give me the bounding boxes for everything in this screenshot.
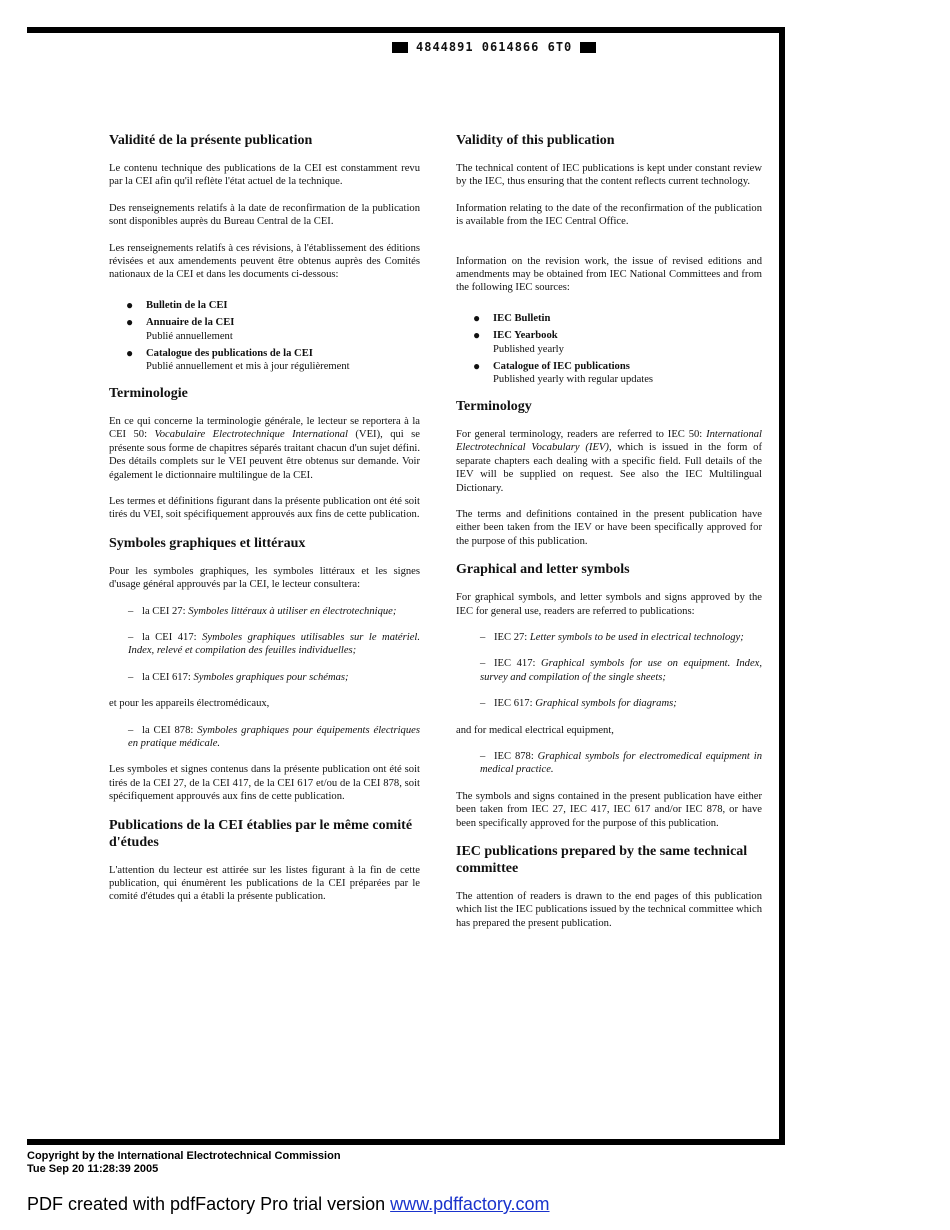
french-column: [109, 132, 420, 917]
scan-border-right: [779, 27, 785, 1145]
paragraph: Des renseignements relatifs à la date de reconfirmation de la publication sont disponibles auprès du Bureau Central de la CEI.: [109, 202, 420, 228]
list-item: ● Catalogue des publications de la CEI Publié annuellement et mis à jour régulièrement: [126, 346, 350, 373]
bullet-icon: ●: [126, 315, 134, 330]
dash-item: – la CEI 617: Symboles graphiques pour schémas;: [128, 671, 349, 683]
scan-border-bottom: [27, 1139, 785, 1145]
barcode-block-left: [392, 42, 408, 53]
heading-validity-en: Validity of this publication: [456, 133, 615, 148]
sources-list-en: [456, 312, 762, 387]
pdf-trial-notice: [27, 1194, 550, 1215]
list-item: ● Bulletin de la CEI: [126, 297, 228, 312]
dash-item: – IEC 617: Graphical symbols for diagrams;: [480, 698, 677, 710]
paragraph: and for medical electrical equipment,: [456, 724, 614, 736]
barcode-number: 4844891 0614866 6T0: [416, 40, 573, 54]
dash-item: – IEC 878: Graphical symbols for electromedical equipment in medical practice.: [480, 750, 762, 776]
timestamp-line: Tue Sep 20 11:28:39 2005: [27, 1163, 159, 1175]
barcode-block-right: [580, 42, 596, 53]
paragraph: The attention of readers is drawn to the end pages of this publication which list the IEC publications issued by the technical committee which has prepared the present publication.: [456, 891, 762, 929]
paragraph: The technical content of IEC publications is kept under constant review by the IEC, thus ensuring that the content reflects current technology.: [456, 163, 762, 188]
paragraph: L'attention du lecteur est attirée sur les listes figurant à la fin de cette publication, qui énumèrent les publications de la CEI préparées par le comité d'études qui a établi la présente publication.: [109, 864, 420, 903]
paragraph: Information relating to the date of the reconfirmation of the publication is available from the IEC Central Office.: [456, 202, 762, 228]
paragraph: Information on the revision work, the issue of revised editions and amendments may be obtained from IEC National Committees and from the following IEC sources:: [456, 255, 762, 294]
heading-symbols-en: Graphical and letter symbols: [456, 562, 630, 578]
paragraph: Les termes et définitions figurant dans la présente publication ont été soit tirés du VEI, soit spécifiquement approuvés aux fins de cette publication.: [109, 495, 420, 521]
paragraph: Le contenu technique des publications de la CEI est constamment revu par la CEI afin qu'il reflète l'état actuel de la technique.: [109, 163, 420, 188]
heading-publications-en: IEC publications prepared by the same technical committee: [456, 844, 748, 876]
paragraph: The terms and definitions contained in the present publication have either been taken from the IEV or have been specifically approved for the purpose of this publication.: [456, 508, 762, 547]
list-item: ● Annuaire de la CEI Publié annuellement: [126, 315, 235, 342]
pdf-notice-text: PDF created with pdfFactory Pro trial version: [27, 1194, 391, 1214]
bullet-icon: ●: [473, 328, 481, 343]
heading-terminology-en: Terminology: [456, 398, 532, 414]
bullet-icon: ●: [473, 310, 481, 325]
list-item: ● IEC Yearbook Published yearly: [473, 328, 564, 355]
copyright-line: Copyright by the International Electrotechnical Commission: [27, 1150, 341, 1162]
paragraph: For general terminology, readers are referred to IEC 50: International Electrotechnical Vocabulary (IEV), which is issued in the form of separate chapters each dealing with a specific field. Full details of the IEV will be supplied on request. See also the IEC Multilingual Dictionary.: [456, 428, 763, 494]
bullet-icon: ●: [473, 359, 481, 374]
heading-validity-fr: Validité de la présente publication: [109, 133, 313, 148]
scan-border-top: [27, 27, 785, 33]
paragraph: et pour les appareils électromédicaux,: [109, 698, 270, 710]
paragraph: The symbols and signs contained in the present publication have either been taken from IEC 27, IEC 417, IEC 617 and/or IEC 878, or have been specifically approved for the purpose of this publication.: [456, 790, 762, 829]
paragraph: For graphical symbols, and letter symbols and signs approved by the IEC for general use, readers are referred to publications:: [456, 592, 762, 617]
bullet-icon: ●: [126, 297, 134, 312]
paragraph: Les symboles et signes contenus dans la présente publication ont été soit tirés de la CEI 27, de la CEI 417, de la CEI 617 et/ou de la CEI 878, soit spécifiquement approuvés aux fins de cette publication.: [109, 764, 420, 803]
paragraph: En ce qui concerne la terminologie générale, le lecteur se reportera à la CEI 50: Vocabulaire Electrotechnique International (VEI), qui se présente sous forme de chapitres séparés traitant chacun d'un sujet défini. Des détails complets sur le VEI peuvent être obtenus sur demande. Voir également le dictionnaire multilingue de la CEI.: [109, 415, 420, 481]
document-barcode: [392, 40, 596, 54]
dash-item: – IEC 27: Letter symbols to be used in electrical technology;: [480, 631, 744, 643]
english-column: [456, 132, 762, 943]
copyright-footer: [27, 1150, 341, 1176]
sources-list-fr: [109, 299, 420, 374]
dash-item: – la CEI 878: Symboles graphiques pour équipements électriques en pratique médicale.: [128, 724, 420, 749]
list-item: ● Catalogue of IEC publications Published yearly with regular updates: [473, 359, 654, 386]
dash-item: – la CEI 27: Symboles littéraux à utiliser en électrotechnique;: [128, 605, 397, 617]
list-item: ● IEC Bulletin: [473, 310, 551, 325]
bullet-icon: ●: [126, 346, 134, 361]
paragraph: Pour les symboles graphiques, les symboles littéraux et les signes d'usage général approuvés par la CEI, le lecteur consultera:: [109, 565, 420, 591]
paragraph: Les renseignements relatifs à ces révisions, à l'établissement des éditions révisées et aux amendements peuvent être obtenus auprès des Comités nationaux de la CEI et dans les documents ci-dessous:: [109, 242, 420, 281]
heading-terminology-fr: Terminologie: [109, 385, 188, 401]
dash-item: – IEC 417: Graphical symbols for use on equipment. Index, survey and compilation of the single sheets;: [480, 658, 762, 683]
heading-publications-fr: Publications de la CEI établies par le même comité d'études: [109, 817, 413, 850]
pdffactory-link[interactable]: www.pdffactory.com: [390, 1194, 550, 1214]
dash-item: – la CEI 417: Symboles graphiques utilisables sur le matériel. Index, relevé et compilation des feuilles individuelles;: [128, 631, 420, 657]
heading-symbols-fr: Symboles graphiques et littéraux: [109, 535, 306, 551]
